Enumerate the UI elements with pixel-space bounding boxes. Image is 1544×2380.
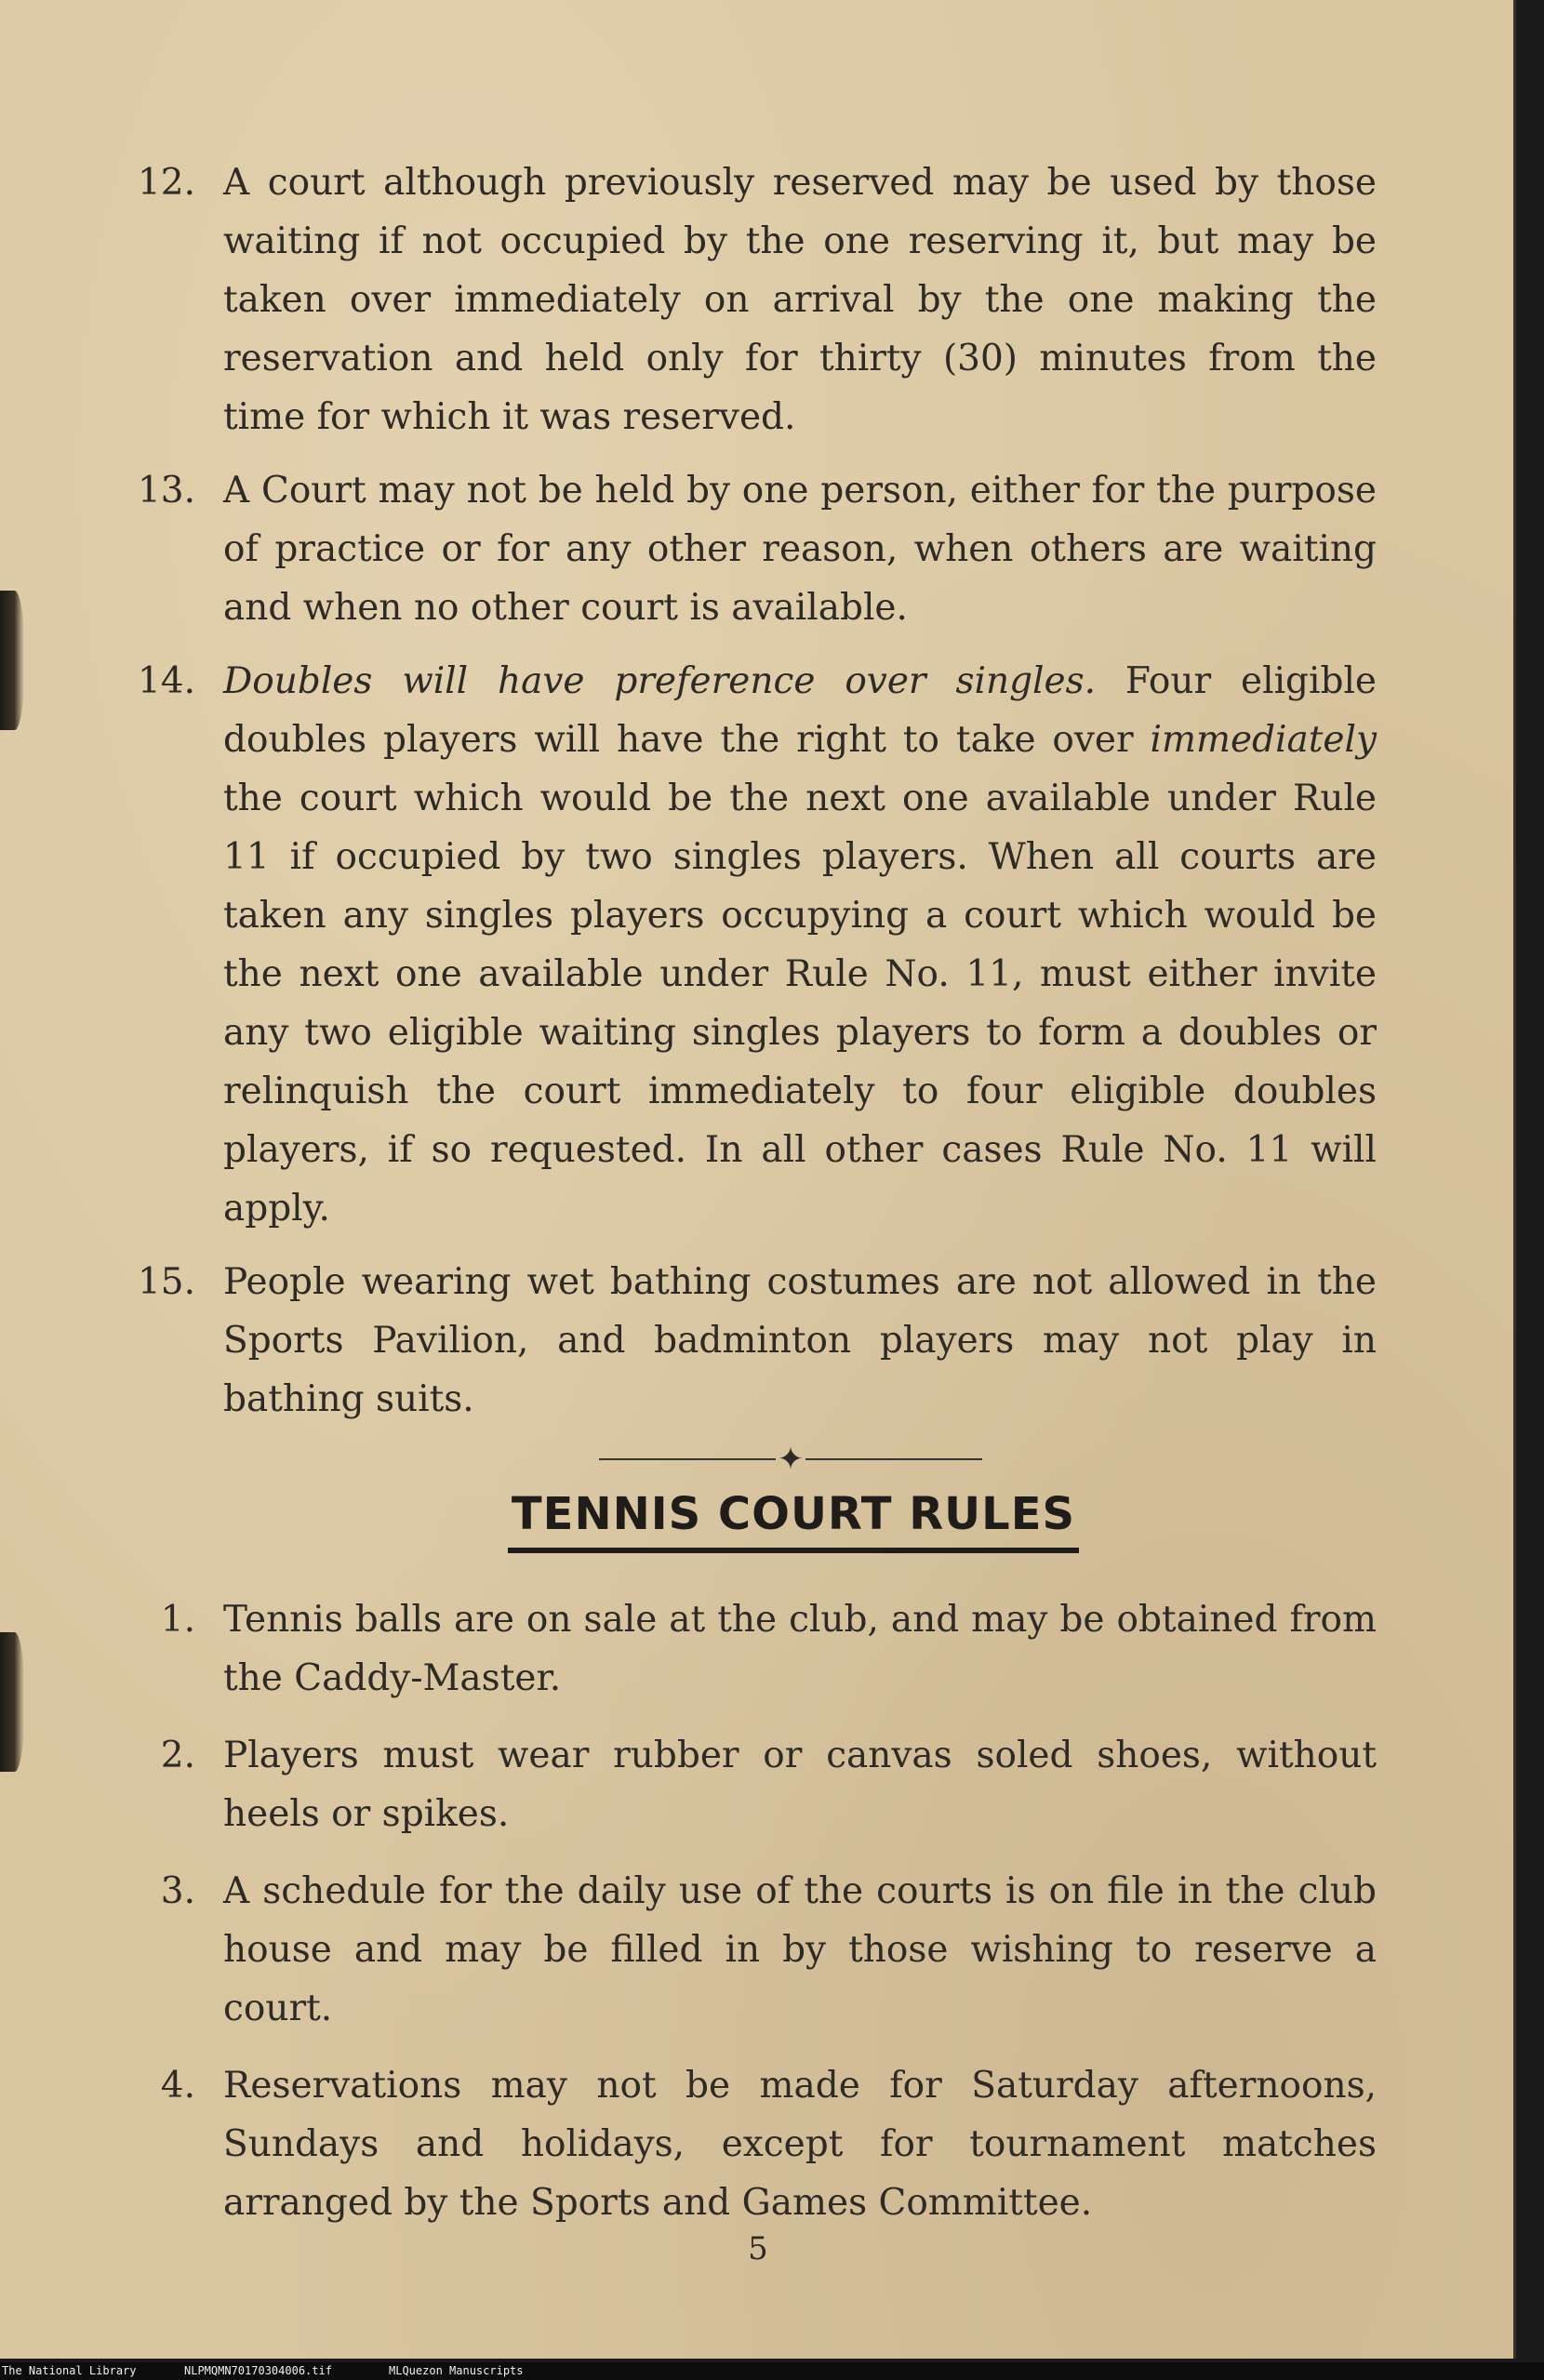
club-rule-15 <box>121 1253 1377 1429</box>
tennis-rules-heading: TENNIS COURT RULES <box>508 1486 1079 1553</box>
rule-number: 15. <box>137 1261 195 1303</box>
footer-collection: MLQuezon Manuscripts <box>389 2364 524 2377</box>
rule-italic-word: immediately <box>1150 719 1377 761</box>
club-rule-14 <box>121 652 1377 1238</box>
rule-number: 2. <box>160 1735 195 1776</box>
tennis-rule-4 <box>121 2056 1377 2232</box>
scan-footer-bar <box>0 2362 1544 2380</box>
divider-line <box>805 1458 982 1460</box>
divider-line <box>599 1458 776 1460</box>
footer-file: NLPMQMN70170304006.tif <box>184 2364 332 2377</box>
tennis-rules-list <box>121 1590 1377 2232</box>
page-content <box>121 153 1377 2251</box>
rule-text <box>223 652 1377 1238</box>
club-rule-12 <box>121 153 1377 446</box>
rule-number: 4. <box>160 2065 195 2107</box>
rule-text: A schedule for the daily use of the courts is on file in the club house and may be filled in by those wishing to reserve a court. <box>223 1870 1377 2029</box>
rule-number: 12. <box>137 162 195 204</box>
page-number <box>0 2230 1516 2267</box>
tennis-rule-2 <box>121 1726 1377 1843</box>
rule-number: 1. <box>160 1599 195 1641</box>
rule-text: Players must wear rubber or canvas soled shoes, without heels or spikes. <box>223 1735 1377 1835</box>
rule-italic-lead: Doubles will have preference over singles. <box>223 660 1097 702</box>
rule-number: 14. <box>137 660 195 702</box>
rule-text-part: the court which would be the next one available under Rule 11 if occupied by two singles players. When all courts are taken any singles players occupying a court which would be the next one available under Rule No. 11, must either invite any two eligible waiting singles players to form a doubles or relinquish the court immediately to four eligible doubles players, if so requested. In all other cases Rule No. 11 will apply. <box>223 778 1377 1230</box>
rule-text: Reservations may not be made for Saturday afternoons, Sundays and holidays, except for tournament matches arranged by the Sports and Games Committee. <box>223 2065 1377 2224</box>
rule-text-part: Four eligible doubles players will have the right to take over <box>223 660 1378 761</box>
tennis-rule-3 <box>121 1862 1377 2038</box>
diamond-ornament-icon: ✦ <box>777 1441 805 1478</box>
page-number-text: 5 <box>748 2230 768 2267</box>
rule-number: 13. <box>137 470 195 512</box>
rule-text: A court although previously reserved may be used by those waiting if not occupied by the one reserving it, but may be taken over immediately on arrival by the one making the reservation and held only for thirty (30) minutes from the time for which it was reserved. <box>223 162 1377 438</box>
binding-tab <box>0 591 24 730</box>
club-rule-13 <box>121 461 1377 637</box>
section-divider <box>121 1441 1377 1478</box>
rule-number: 3. <box>160 1870 195 1912</box>
section-heading <box>121 1486 1377 1553</box>
binding-tab <box>0 1632 24 1772</box>
rule-text: People wearing wet bathing costumes are not allowed in the Sports Pavilion, and badminton players may not play in bathing suits. <box>223 1261 1377 1420</box>
rule-text: A Court may not be held by one person, either for the purpose of practice or for any other reason, when others are waiting and when no other court is available. <box>223 470 1377 629</box>
rule-text: Tennis balls are on sale at the club, and may be obtained from the Caddy-Master. <box>223 1599 1377 1699</box>
footer-library: The National Library <box>2 2364 137 2377</box>
tennis-rule-1 <box>121 1590 1377 1708</box>
